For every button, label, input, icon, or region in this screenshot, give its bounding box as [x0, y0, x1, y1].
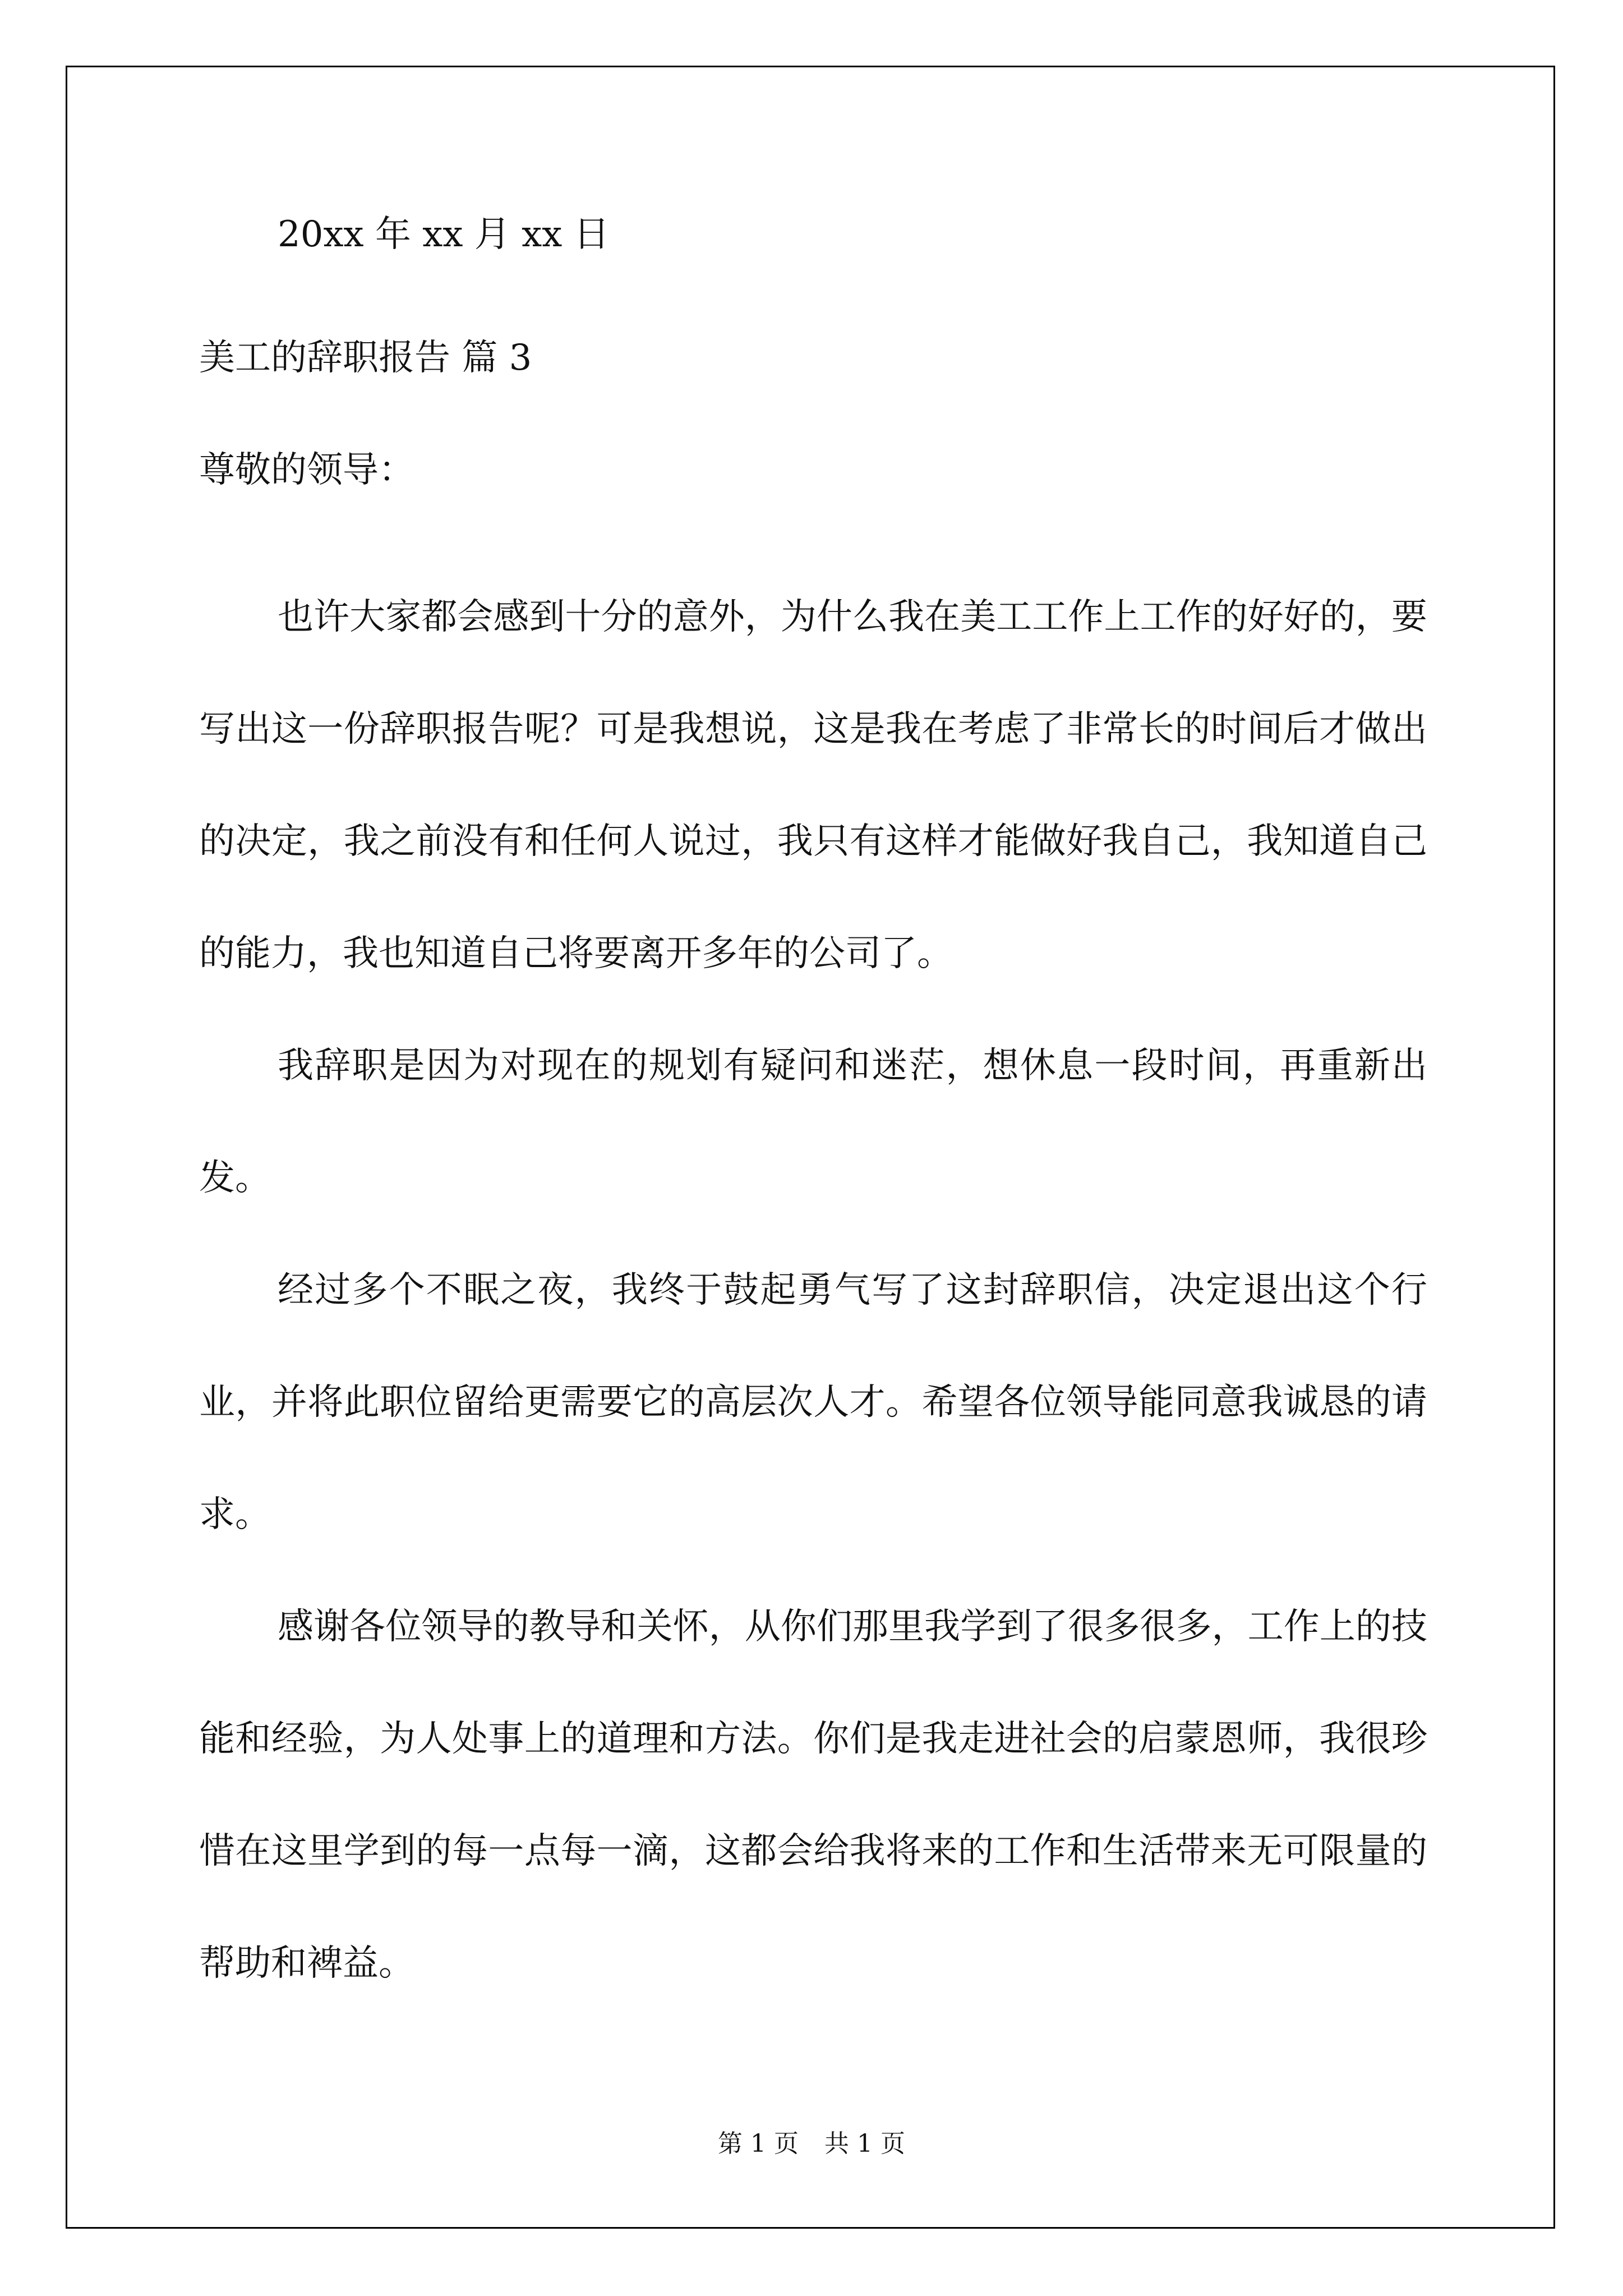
- page-footer: [0, 2123, 1623, 2159]
- paragraph: 经过多个不眠之夜，我终于鼓起勇气写了这封辞职信，决定退出这个行业，并将此职位留给更需要它的高层次人才。希望各位领导能同意我诚恳的请求。: [199, 1269, 1427, 1535]
- paragraph: 感谢各位领导的教导和关怀，从你们那里我学到了很多很多，工作上的技能和经验，为人处事上的道理和方法。你们是我走进社会的启蒙恩师，我很珍惜在这里学到的每一点每一滴，这都会给我将来的工作和生活带来无可限量的帮助和裨益。: [199, 1606, 1427, 1984]
- document-heading: 美工的辞职报告 篇 3: [199, 337, 532, 379]
- letter-body: [199, 561, 1427, 2019]
- paragraph: 也许大家都会感到十分的意外，为什么我在美工工作上工作的好好的，要写出这一份辞职报告呢？可是我想说，这是我在考虑了非常长的时间后才做出的决定，我之前没有和任何人说过，我只有这样才能做好我自己，我知道自己的能力，我也知道自己将要离开多年的公司了。: [199, 596, 1427, 974]
- paragraph: 我辞职是因为对现在的规划有疑问和迷茫，想休息一段时间，再重新出发。: [199, 1045, 1427, 1199]
- page-total: 共 1 页: [824, 2129, 905, 2158]
- letter-date: 20xx 年 xx 月 xx 日: [278, 214, 610, 255]
- salutation: 尊敬的领导：: [199, 449, 414, 491]
- page-number: 第 1 页: [718, 2129, 799, 2158]
